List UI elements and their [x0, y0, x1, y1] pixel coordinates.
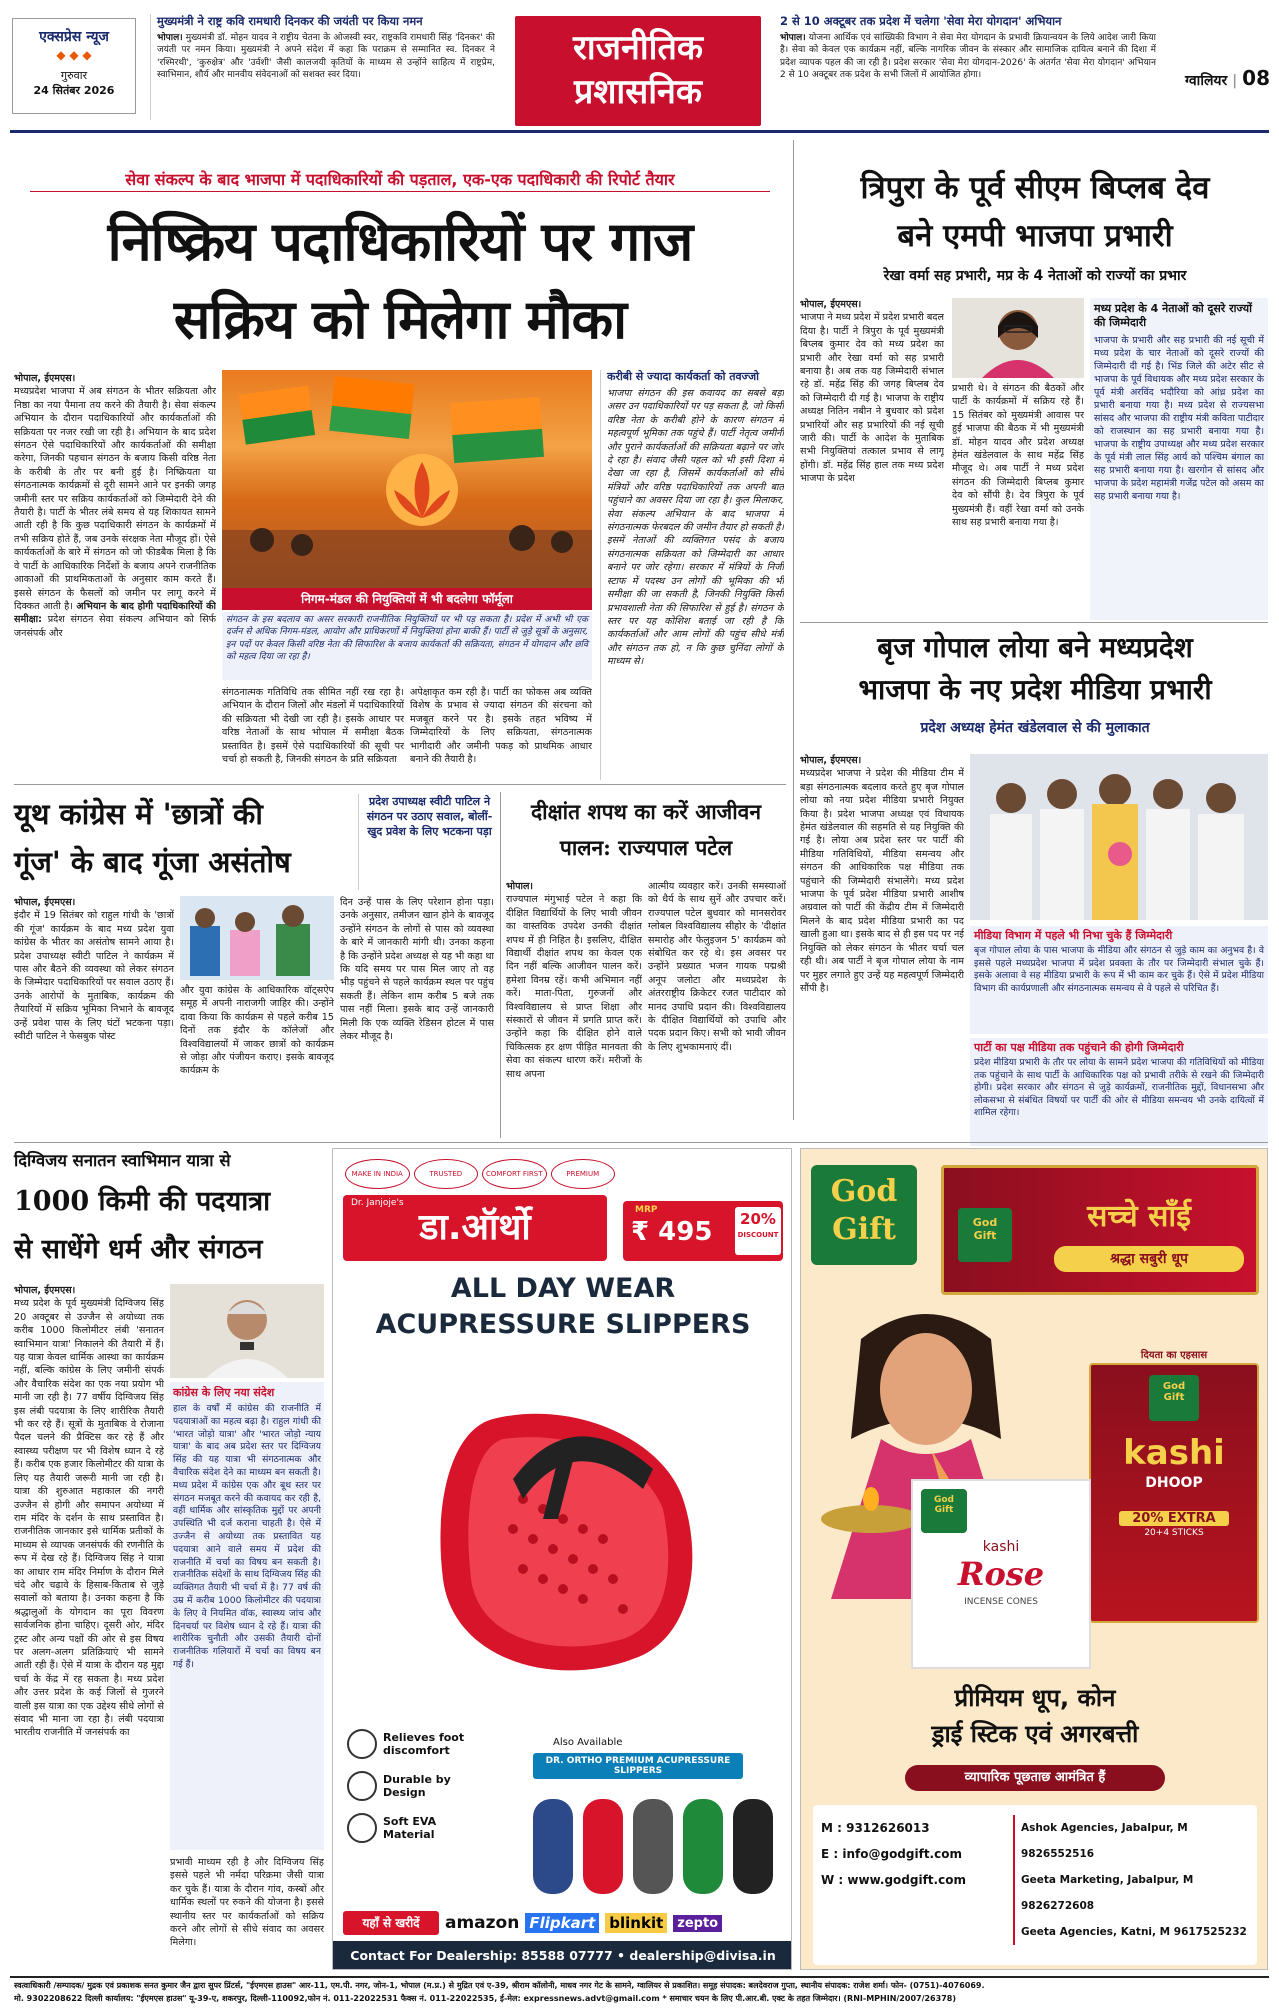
kashi-title: kashi — [1123, 1433, 1225, 1473]
god-gift-tagline-2: ड्राई स्टिक एवं अगरबत्ती — [931, 1720, 1139, 1748]
digvijay-headline-3: से साधेंगे धर्म और संगठन — [14, 1234, 263, 1265]
kashi-logo — [1149, 1375, 1199, 1421]
god-gift-tagline-1: प्रीमियम धूप, कोन — [954, 1684, 1116, 1712]
kashi-dhoop-label: DHOOP — [1145, 1475, 1203, 1491]
bjp-rally-photo — [222, 370, 592, 588]
tripura-column-2: प्रभारी थे। वे संगठन की बैठकों और पार्टी के कार्यक्रमों में सक्रिय रहे हैं। 15 सितंबर को मुख्यमंत्री आवास पर हुई भाजपा की बैठक में भी मुख्यमंत्री डॉ. मोहन यादव और प्रदेश अध्यक्ष हेमंत खंडेलवाल के साथ महेंद्र सिंह मौजूद थे। अब पार्टी ने मध्य प्रदेश संगठन की जिम्मेदारी बिप्लब कुमार देव को सौंपी है। देव त्रिपुरा के पूर्व मुख्यमंत्री हैं। वहीं रेखा वर्मा को उनके साथ सह प्रभारी बनाया गया है। — [952, 383, 1084, 529]
store-zepto: zepto — [673, 1915, 722, 1932]
god-gift-brand-1: God — [830, 1174, 898, 1209]
sacche-sai-logo — [958, 1208, 1012, 1262]
digvijay-box — [170, 1382, 324, 1850]
photo-caption-strip: निगम-मंडल की नियुक्तियों में भी बदलेगा फॉर्मूला — [222, 588, 592, 610]
lead-col1-subhead: अभियान के बाद होगी पदाधिकारियों की समीक्षा: — [14, 600, 216, 626]
ad-ortho-brand-small: Dr. Janjoje's — [351, 1198, 404, 1208]
ad-ortho-brand: डा.ऑर्थो — [419, 1207, 531, 1248]
youth-deck: प्रदेश उपाध्यक्ष स्वीटी पाटिल ने संगठन पर उठाए सवाल, बोलीं- खुद प्रवेश के लिए भटकना पड़ा — [358, 794, 496, 890]
footer-imprint-1: स्वत्वाधिकारी /सम्पादक/ मुद्रक एवं प्रकाशक सनत कुमार जैन द्वारा सुपर प्रिंटर्स, "ईएमएस हाउस" आर-11, एम.पी. नगर, जोन-1, भोपाल (म.प्र.) से मुद्रित एवं ए-39, श्रीराम कॉलोनी, माधव नगर गेट के सामने, ग्वालियर से प्रकाशित। समूह संपादक: बलदेवराज गुप्ता, स्थानीय संपादक: राजेश शर्मा। फोन- (0751)-4076069. — [14, 1981, 985, 1990]
sweety-patil-photo — [180, 896, 334, 980]
kashi-logo-text-1: God — [1162, 1381, 1186, 1392]
brief-dinkar-dateline: भोपाल। — [157, 33, 183, 43]
column-divider — [793, 140, 794, 1120]
loya-headline-1: बृज गोपाल लोया बने मध्यप्रदेश — [877, 631, 1193, 664]
kashi-sticks: 20+4 STICKS — [1144, 1528, 1204, 1538]
tripura-box-text: भाजपा के प्रभारी और सह प्रभारी की नई सूची में मध्य प्रदेश के चार नेताओं को दूसरे राज्यों की जिम्मेदारी दी गई है। भिंड जिले की अटेर सीट से भाजपा के पूर्व विधायक और मध्य प्रदेश सरकार के पूर्व मंत्री अरविंद भदौरिया को आंध्र प्रदेश का प्रभारी बनाया गया है। मध्य प्रदेश से राज्यसभा सांसद और भाजपा की राष्ट्रीय मंत्री कविता पाटीदार को राजस्थान का सह प्रभारी बनाया गया है। भाजपा के राष्ट्रीय उपाध्यक्ष और मध्य प्रदेश सरकार के पूर्व मंत्री लाल सिंह आर्य को पश्चिम बंगाल का सह प्रभारी बनाया गया है। खरगोन से सांसद और भाजपा के प्रदेश महामंत्री गजेंद्र पटेल को असम का सह प्रभारी बनाया गया है। — [1094, 335, 1264, 502]
section-banner — [515, 16, 761, 126]
ad-ortho-contact: Contact For Dealership: 85588 07777 • dealership@divisa.in — [333, 1941, 792, 1970]
digvijay-photo — [170, 1284, 324, 1378]
youth-divider — [500, 792, 501, 1138]
brief-seva-body: योजना आर्थिक एवं सांख्यिकी विभाग ने सेवा मेरा योगदान के प्रभावी क्रियान्वयन के लिये आदेश जारी किया है। सेवा को केवल एक कार्यक्रम नहीं, बल्कि नागरिक जीवन के संस्कार और सामाजिक दायित्व बनाने की दिशा में प्रदेश व्यापक पहल की जा रही है। प्रदेश सरकार 'सेवा मेरा योगदान-2026' के अंतर्गत 'सेवा मेरा योगदान' अभियान 2 से 10 अक्टूबर तक प्रदेश के सभी जिलों में आयोजित होगा। — [780, 33, 1156, 81]
tripura-column-1 — [800, 298, 944, 620]
footer-imprint-2: मो. 9302208622 दिल्ली कार्यालय: "ईएमएस हाउस" यू-39-ए, शकरपुर, दिल्ली-110092,फोन नं. 011-22022531 फैक्स नं. 011-22022535, ई-मेल: expressnews.advt@gmail.com * समाचार चयन के लिए पी.आर.बी. एक्ट के तहत जिम्मेदार। (RNI-MPHIN/2007/26378) — [14, 1994, 956, 2003]
oath-col1-text: राज्यपाल मंगुभाई पटेल ने कहा कि दीक्षित विद्यार्थियों के लिए भावी जीवन का वास्तविक उपदेश उनकी दीक्षांत शपथ में ही निहित है। इसलिए, दीक्षित विद्यार्थी दीक्षांत शपथ का केवल एक दिन नहीं बल्कि आजीवन पालन करें। हमेशा विनम्र रहें। कभी अभिमान नहीं करें। माता-पिता, गुरुजनों और विश्वविद्यालय से प्राप्त शिक्षा और संस्कारों से जीवन में प्रगति प्राप्त करें। उन्होंने कहा कि दीक्षित होने वाले चिकित्सक हर क्षण पीड़ित मानवता की सेवा का संकल्प धारण करें। मरीजों के साथ अपना — [506, 894, 642, 1080]
god-gift-contacts — [813, 1805, 1257, 1965]
cushion-icon — [347, 1813, 377, 1843]
lead-column-1 — [14, 372, 216, 780]
brief-seva-headline: 2 से 10 अक्टूबर तक प्रदेश में चलेगा 'सेवा मेरा योगदान' अभियान — [780, 14, 1062, 28]
dealer-2: Geeta Marketing, Jabalpur, M 9826272608 — [1021, 1874, 1194, 1912]
loya-dateline: भोपाल, ईएमएस। — [800, 755, 862, 766]
diya-tagline: दियता का एहसास — [1140, 1350, 1208, 1361]
lead-col1-text-b: प्रदेश संगठन सेवा संकल्प अभियान को सिर्फ जनसंपर्क और — [14, 614, 216, 639]
sacche-sai-box — [941, 1165, 1259, 1295]
page-edition: ग्वालियर | 08 — [1184, 66, 1270, 90]
rose-logo — [921, 1489, 967, 1533]
brief-seva-dateline: भोपाल। — [780, 33, 806, 43]
loya-box-2 — [970, 1038, 1268, 1146]
rose-logo-text-1: God — [933, 1495, 954, 1505]
brief-dinkar — [150, 14, 495, 120]
flags-illustration — [222, 370, 592, 588]
lead-column-2: संगठनात्मक गतिविधि तक सीमित नहीं रख रहा है। अभियान के दौरान जिलों और मंडलों में पदाधिकारियों की सक्रियता भी देखी जा रही है। इसके आधार पर वरिष्ठ नेताओं के साथ भोपाल में समीक्षा बैठक प्रस्तावित है। इसमें ऐसे पदाधिकारियों की सूची पर चर्चा हो सकती है, जिनकी संगठन के प्रति सक्रियता — [222, 687, 404, 766]
digvijay-dateline: भोपाल, ईएमएस। — [14, 1285, 76, 1296]
loya-box2-text: प्रदेश मीडिया प्रभारी के तौर पर लोया के सामने प्रदेश भाजपा की गतिविधियों को मीडिया तक पहुंचाने के साथ पार्टी के आधिकारिक पक्ष को प्रभावी तरीके से रखने की जिम्मेदारी होगी। प्रदेश सरकार और संगठन से जुड़े कार्यक्रमों, राजनीतिक मुद्दों, विधानसभा और लोकसभा से संबंधित विषयों पर पार्टी की ओर से मीडिया समन्वय भी उनके दायित्वों में शामिल रहेगा। — [974, 1057, 1264, 1119]
lead-side-column — [600, 370, 784, 780]
edition-city: ग्वालियर — [1184, 73, 1228, 89]
rose-cones: INCENSE CONES — [964, 1597, 1038, 1607]
digvijay-box-text: हाल के वर्षों में कांग्रेस की राजनीति में पदयात्राओं का महत्व बढ़ा है। राहुल गांधी की 'भारत जोड़ो यात्रा' और 'भारत जोड़ो न्याय यात्रा' के बाद अब प्रदेश स्तर पर दिग्विजय सिंह की यह यात्रा भी संगठनात्मक और वैचारिक संदेश देने का माध्यम बन सकती है। मध्य प्रदेश में कांग्रेस एक और बूथ स्तर पर संगठन मजबूत करने की कवायद कर रही है, वहीं धार्मिक और सांस्कृतिक मुद्दों पर अपनी उपस्थिति भी दर्ज कराना चाहती है। ऐसे में उज्जैन से अयोध्या तक प्रस्तावित यह पदयात्रा आने वाले समय में प्रदेश की राजनीति में चर्चा का विषय बन सकती है। राजनीतिक संदेशों के साथ दिग्विजय सिंह की व्यक्तिगत तैयारी भी चर्चा में है। 77 वर्ष की उम्र में करीब 1000 किलोमीटर की पदयात्रा के लिए वे नियमित वॉक, स्वास्थ्य जांच और दिनचर्या पर विशेष ध्यान दे रहे हैं। यात्रा की शारीरिक चुनौती और उसकी तैयारी दोनों राजनीतिक गलियारों में चर्चा का विषय बन गई हैं। — [173, 1403, 321, 1670]
brief-seva — [780, 14, 1156, 120]
god-gift-mobile: M : 9312626013 — [821, 1821, 930, 1835]
loya-deck: प्रदेश अध्यक्ष हेमंत खंडेलवाल से की मुलाकात — [920, 720, 1150, 736]
youth-column-2: और युवा कांग्रेस के आधिकारिक वॉट्सऐप समूह में अपनी नाराजगी जाहिर की। उन्होंने दावा किया कि कार्यक्रम से पहले करीब 15 दिनों तक इंदौर के कॉलेजों और विश्वविद्यालयों में जाकर छात्रों को कार्यक्रम से जोड़ा और पंजीयन कराए। इसके बावजूद कार्यक्रम के — [180, 985, 334, 1077]
ad-ortho-price: ₹ 495 — [631, 1217, 713, 1247]
kashi-dhoop-box — [1089, 1363, 1259, 1623]
god-gift-brand-2: Gift — [832, 1212, 896, 1247]
lead-headline-1: निष्क्रिय पदाधिकारियों पर गाज — [107, 209, 693, 273]
oath-column-1 — [506, 880, 642, 1138]
ad-ortho-also-2: DR. ORTHO PREMIUM ACUPRESSURE SLIPPERS — [533, 1753, 743, 1779]
masthead-logo — [12, 18, 136, 114]
store-amazon: amazon — [445, 1913, 520, 1933]
digvijay-headline-1: दिग्विजय सनातन स्वाभिमान यात्रा से — [14, 1151, 231, 1170]
tripura-box-headline: मध्य प्रदेश के 4 नेताओं को दूसरे राज्यों की जिम्मेदारी — [1094, 302, 1252, 329]
dealer-3: Geeta Agencies, Katni, M 9617525232 — [1021, 1926, 1247, 1938]
god-gift-website: W : www.godgift.com — [821, 1873, 966, 1887]
brief-dinkar-headline: मुख्यमंत्री ने राष्ट्र कवि रामधारी दिनकर की जयंती पर किया नमन — [157, 14, 423, 28]
digvijay-headline-2: 1000 किमी की पदयात्रा — [14, 1186, 271, 1217]
shield-icon — [347, 1771, 377, 1801]
youth-col1-text: इंदौर में 19 सितंबर को राहुल गांधी के 'छात्रों की गूंज' कार्यक्रम के बाद मध्य प्रदेश युवा कांग्रेस के भीतर का असंतोष सामने आया है। प्रदेश उपाध्यक्ष स्वीटी पाटिल ने कार्यक्रम में पास और बैठने की व्यवस्था को लेकर संगठन के जिम्मेदार पदाधिकारियों पर सवाल उठाए हैं। उनके आरोपों के मुताबिक, कार्यक्रम की तैयारियों में सक्रिय भूमिका निभाने के बावजूद उन्हें प्रवेश पास के लिए घंटों भटकना पड़ा। स्वीटी पाटिल ने फेसबुक पोस्ट — [14, 910, 174, 1043]
lead-side-text: भाजपा संगठन की इस कवायद का सबसे बड़ा असर उन पदाधिकारियों पर पड़ सकता है, जो किसी वरिष्ठ नेता के करीबी होने के कारण संगठन में महत्वपूर्ण भूमिका तक पहुंचे हैं। पार्टी नेतृत्व जमीनी और पुराने कार्यकर्ताओं की सक्रियता बढ़ाने पर जोर दे रहा है। संवाद जैसी पहल को भी इसी दिशा में देखा जा रहा है, जिसमें कार्यकर्ताओं को सीधे मंत्रियों और वरिष्ठ पदाधिकारियों तक अपनी बात पहुंचाने का अवसर दिया जा रहा है। कुल मिलाकर, सेवा संकल्प अभियान के बाद भाजपा में संगठनात्मक फेरबदल की जमीन तैयार हो सकती है। इसमें नेताओं की व्यक्तिगत पसंद के बजाय संगठनात्मक सक्रियता को जिम्मेदारी का आधार बनाने पर जोर रहेगा। सरकार में मंत्रियों के निजी स्टाफ में पदस्थ उन लोगों की भूमिका की भी समीक्षा की जा सकती है, जिनकी नियुक्ति किसी प्रभावशाली नेता की सिफारिश से हुई है। संगठन के स्तर पर यह कोशिश बताई जा रही है कि कार्यकर्ताओं और आम लोगों की पहुंच सीधे मंत्री और संगठन तक हो, न कि कुछ चुनिंदा लोगों के माध्यम से। — [607, 388, 784, 668]
rose-logo-text-2: Gift — [934, 1505, 954, 1515]
youth-dateline: भोपाल, ईएमएस। — [14, 897, 76, 908]
tripura-rule — [800, 622, 1268, 623]
loya-box2-headline: पार्टी का पक्ष मीडिया तक पहुंचाने की होगी जिम्मेदारी — [974, 1041, 1184, 1054]
photo-caption-text: संगठन के इस बदलाव का असर सरकारी राजनीतिक नियुक्तियों पर भी पड़ सकता है। प्रदेश में अभी भी एक दर्जन से अधिक निगम-मंडल, आयोग और प्राधिकरणों में नियुक्तियां होना बाकी हैं। पार्टी से जुड़े सूत्रों के अनुसार, इन पदों पर केवल किसी वरिष्ठ नेता की सिफारिश के बजाय कार्यकर्ता की सक्रियता, संगठन में योगदान और छवि को महत्व दिया जा रहा है। — [222, 612, 592, 680]
loya-box1-text: बृज गोपाल लोया के पास भाजपा के मीडिया और संगठन से जुड़े काम का अनुभव है। वे इससे पहले मध्यप्रदेश भाजपा में प्रदेश प्रवक्ता के तौर पर जिम्मेदारी संभाल चुके हैं। इसके अलावा वे सह मीडिया प्रभारी के रूप में भी काम कर चुके हैं। ऐसे में प्रदेश मीडिया विभाग की कार्यप्रणाली और संगठनात्मक समन्वय से वे पहले से परिचित हैं। — [974, 945, 1264, 994]
issue-day: गुरुवार — [60, 69, 88, 82]
digvijay-col1-text: मध्य प्रदेश के पूर्व मुख्यमंत्री दिग्विजय सिंह 20 अक्टूबर से उज्जैन से अयोध्या तक करीब 1000 किलोमीटर लंबी 'सनातन स्वाभिमान यात्रा' निकालने की तैयारी में हैं। यह यात्रा केवल धार्मिक आस्था का कार्यक्रम नहीं, बल्कि कांग्रेस के लिए जमीनी संपर्क और वैचारिक संदेश का एक नया प्रयोग भी मानी जा रही है। 77 वर्षीय दिग्विजय सिंह इस लंबी पदयात्रा के लिए शारीरिक तैयारी भी कर रहे हैं। सूत्रों के मुताबिक वे रोजाना पैदल चलने की प्रैक्टिस कर रहे हैं और स्वास्थ्य परीक्षण पर भी विशेष ध्यान दे रहे हैं। करीब एक हजार किलोमीटर की यात्रा के लिए यह तैयारी जरूरी मानी जा रही है। यात्रा की शुरुआत महाकाल की नगरी उज्जैन से होगी और समापन अयोध्या में राम मंदिर के दर्शन के साथ प्रस्तावित है। राजनीतिक जानकार इसे धार्मिक प्रतीकों के माध्यम से व्यापक जनसंपर्क की रणनीति के रूप में देख रहे हैं। दिग्विजय सिंह ने यात्रा का आधार राम मंदिर निर्माण के दौरान मिले चंदे और चढ़ावे के हिसाब-किताब से जुड़े सवालों को बताया है। उनका कहना है कि श्रद्धालुओं के योगदान का पूरा विवरण सार्वजनिक होना चाहिए। दूसरी ओर, मंदिर ट्रस्ट और अन्य पक्षों की ओर से इस विषय पर अलग-अलग प्रतिक्रियाएं भी सामने आती रही हैं। ऐसे में यात्रा के दौरान यह मुद्दा चर्चा के केंद्र में रह सकता है। मध्य प्रदेश और उत्तर प्रदेश के कई जिलों से गुजरने वाली इस यात्रा का एक उद्देश्य सीधे लोगों से संवाद भी माना जा रहा है। लंबी पदयात्रा भारतीय राजनीति में जनसंपर्क का — [14, 1298, 164, 1739]
slipper-illustration — [373, 1359, 753, 1699]
loya-headline-2: भाजपा के नए प्रदेश मीडिया प्रभारी — [858, 673, 1212, 706]
ad-dr-ortho — [332, 1148, 792, 1970]
lead-column-3: अपेक्षाकृत कम रही है। पार्टी का फोकस अब व्यक्ति विशेष के प्रभाव से ज्यादा संगठन की संरचना को मजबूत करने पर है। इसके तहत भविष्य में जिम्मेदारियों के लिए सक्रियता, संगठनात्मक भागीदारी और जमीनी पकड़ को प्राथमिक आधार बनाने की तैयारी है। — [410, 687, 592, 766]
tripura-col1-text: भाजपा ने मध्य प्रदेश में प्रदेश प्रभारी बदल दिया है। पार्टी ने त्रिपुरा के पूर्व मुख्यमंत्री बिप्लब कुमार देव को मध्य प्रदेश का प्रभारी और रेखा वर्मा को सह प्रभारी बनाया है। अब तक यह जिम्मेदारी संभाल रहे डॉ. महेंद्र सिंह की जगह बिप्लब देव को जिम्मेदारी दी गई है। भाजपा के राष्ट्रीय अध्यक्ष नितिन नबीन ने बुधवार को प्रदेश प्रभारियों और सह प्रभारियों की नई सूची जारी की। पार्टी के आदेश के मुताबिक सभी नियुक्तियां तत्काल प्रभाव से लागू होंगी। डॉ. महेंद्र सिंह हाल तक मध्य प्रदेश भाजपा के प्रदेश — [800, 312, 944, 485]
ad-ortho-price-tag — [623, 1201, 783, 1261]
rose-title: Rose — [957, 1555, 1045, 1593]
youth-column-1 — [14, 896, 174, 1138]
store-blinkit: blinkit — [605, 1913, 667, 1933]
paper-name: एक्सप्रेस न्यूज — [39, 29, 109, 45]
diamond-icon: ◆ ◆ ◆ — [56, 48, 92, 62]
rose-kashi: kashi — [982, 1539, 1020, 1555]
lead-kicker: सेवा संकल्प के बाद भाजपा में पदाधिकारियों की पड़ताल, एक-एक पदाधिकारी की रिपोर्ट तैयार — [30, 168, 770, 192]
god-gift-logo — [811, 1165, 917, 1265]
tripura-headline-1: त्रिपुरा के पूर्व सीएम बिप्लब देव — [860, 170, 1210, 206]
masthead-rule — [10, 130, 1269, 133]
loya-column-1 — [800, 754, 964, 1180]
youth-column-3: दिन उन्हें पास के लिए परेशान होना पड़ा। उनके अनुसार, तमीजन खान होने के बावजूद उन्होंने संगठन के लोगों से पास को व्यवस्था के बारे में जानकारी मांगी थी। उनका कहना है कि उन्होंने प्रदेश अध्यक्ष से यह भी कहा था कि यदि समय पर पास मिल जाए तो वह भीड़ पहुंचने से पहले कार्यक्रम स्थल पर पहुंच सकती हैं। लेकिन शाम करीब 5 बजे तक पास नहीं मिला। इसके बाद उन्हें जानकारी मिली कि एक व्यक्ति रेडिसन होटल में पास लेकर मौजूद है। — [340, 897, 494, 1043]
foot-icon — [347, 1729, 377, 1759]
lead-side-headline: करीबी से ज्यादा कार्यकर्ता को तवज्जो — [607, 370, 759, 383]
kashi-extra: 20% EXTRA — [1119, 1511, 1229, 1526]
ad-ortho-line2: ACUPRESSURE SLIPPERS — [375, 1309, 751, 1340]
tripura-headline-2: बने एमपी भाजपा प्रभारी — [897, 218, 1173, 254]
section-title-2: प्रशासनिक — [573, 72, 703, 112]
digvijay-column-1 — [14, 1284, 164, 1970]
ad-ortho-buy-label: यहाँ से खरीदें — [343, 1911, 439, 1935]
store-flipkart: Flipkart — [525, 1913, 599, 1933]
tripura-deck: रेखा वर्मा सह प्रभारी, मप्र के 4 नेताओं को राज्यों का प्रभार — [883, 268, 1187, 284]
oath-headline-1: दीक्षांत शपथ का करें आजीवन — [530, 799, 762, 824]
ad-ortho-stores — [445, 1909, 785, 1937]
ad-ortho-feature-1: Relieves foot discomfort — [383, 1731, 465, 1757]
ad-ortho-line1: ALL DAY WEAR — [450, 1273, 676, 1304]
brief-dinkar-body: मुख्यमंत्री डॉ. मोहन यादव ने राष्ट्रीय चेतना के ओजस्वी स्वर, राष्ट्रकवि रामधारी सिंह 'दिनकर' की जयंती पर नमन किया। मुख्यमंत्री ने अपने संदेश में कहा कि पराक्रम से सम्मानित स्व. दिनकर ने 'रश्मिरथी', 'कुरुक्षेत्र' और 'उर्वशी' जैसी कालजयी कृतियों के माध्यम से उन्होंने साहित्य में राष्ट्रप्रेम, स्वाभिमान, शौर्य और मानवीय संवेदनाओं को सशक्त स्वर दिया। — [157, 33, 495, 81]
ad-ortho-brand-box — [343, 1195, 607, 1261]
dealer-1: Ashok Agencies, Jabalpur, M 9826552516 — [1021, 1822, 1188, 1860]
section-title-1: राजनीतिक — [573, 28, 703, 68]
sacche-sai-subtitle: श्रद्धा सबुरी धूप — [1054, 1246, 1244, 1272]
mid-rule — [14, 1142, 1268, 1143]
lead-headline-2: सक्रिय को मिलेगा मौका — [173, 287, 627, 351]
digvijay-column-2: प्रभावी माध्यम रही है और दिग्विजय सिंह इससे पहले भी नर्मदा परिक्रमा जैसी यात्रा कर चुके हैं। यात्रा के दौरान गांव, कस्बों और धार्मिक स्थलों पर रुकने की योजना है। इससे स्थानीय स्तर पर कार्यकर्ताओं को सक्रिय करने और लोगों से सीधे संवाद का अवसर मिलेगा। — [170, 1857, 324, 1949]
rekha-verma-photo — [952, 298, 1084, 378]
ad-ortho-discount-label: DISCOUNT — [737, 1231, 779, 1239]
sacche-sai-logo-text-2: Gift — [973, 1229, 997, 1242]
slipper-variants — [523, 1789, 783, 1899]
kashi-rose-box — [911, 1479, 1091, 1669]
kashi-logo-text-2: Gift — [1163, 1392, 1185, 1403]
ad-ortho-feature-3: Soft EVA Material — [383, 1815, 437, 1841]
tripura-box — [1090, 298, 1268, 620]
lead-col1-text: मध्यप्रदेश भाजपा में अब संगठन के भीतर सक्रियता और निष्ठा का नया पैमाना तय करने की तैयारी है। सेवा संकल्प अभियान के दौरान पदाधिकारियों और कार्यकर्ताओं की सक्रियता पर नजर रखी जा रही है। अभियान के बाद प्रदेश संगठन ऐसे पदाधिकारियों और कार्यकर्ताओं की समीक्षा करेगा, जिनकी पहचान संगठन के बजाय किसी वरिष्ठ नेता के करीबी के तौर पर बनी हुई है। निष्क्रियता या संगठनात्मक कार्यक्रमों से दूरी सामने आने पर इनकी जगह जमीनी स्तर पर सक्रिय कार्यकर्ताओं को जिम्मेदारी देने की तैयारी है। पार्टी के भीतर लंबे समय से यह शिकायत सामने आती रही है कि कुछ पदाधिकारी संगठन के कार्यक्रमों में तभी सक्रिय होते हैं, जब उनके संरक्षक नेता मौजूद हों। ऐसे कार्यकर्ताओं के बारे में संगठन को जो फीडबैक मिला है कि वे पार्टी के आधिकारिक निर्देशों के बजाय अपने राजनीतिक आकाओं की प्राथमिकताओं के अनुसार काम करते हैं। इससे संगठन के फैसलों को जमीन पर लागू करने में दिक्कत आती है। — [14, 386, 216, 612]
ad-ortho-badge: COMFORT FIRST — [482, 1159, 547, 1189]
ad-ortho-also: Also Available — [553, 1737, 623, 1748]
sacche-sai-logo-text-1: God — [972, 1216, 998, 1229]
god-gift-email: E : info@godgift.com — [821, 1847, 962, 1861]
ad-ortho-discount: 20% — [740, 1210, 776, 1228]
issue-date: 24 सितंबर 2026 — [33, 84, 115, 97]
digvijay-box-headline: कांग्रेस के लिए नया संदेश — [173, 1386, 275, 1399]
sacche-sai-title: सच्चे साँई — [1087, 1199, 1191, 1234]
loya-col1-text: मध्यप्रदेश भाजपा ने प्रदेश की मीडिया टीम में बड़ा संगठनात्मक बदलाव करते हुए बृज गोपाल लोया को नया प्रदेश मीडिया प्रभारी नियुक्त किया है। प्रदेश भाजपा अध्यक्ष एवं विधायक हेमंत खंडेलवाल की सहमति से यह नियुक्ति की गई है। लोया अब प्रदेश स्तर पर पार्टी की मीडिया गतिविधियों, मीडिया समन्वय और संगठन की आधिकारिक पक्ष मीडिया तक पहुंचाने की जिम्मेदारी संभालेंगे। मध्य प्रदेश भाजपा के पूर्व प्रदेश मीडिया प्रभारी आशीष अग्रवाल को पार्टी की केंद्रीय टीम में जिम्मेदारी मिलने के बाद प्रदेश मीडिया प्रभारी का पद खाली हुआ था। इसके बाद से ही इस पद पर नई नियुक्ति को लेकर संगठन के भीतर चर्चा चल रही थी। अब पार्टी ने बृज गोपाल लोया के नाम पर मुहर लगाते हुए उन्हें यह महत्वपूर्ण जिम्मेदारी सौंपी है। — [800, 768, 964, 994]
oath-dateline: भोपाल। — [506, 881, 534, 892]
page-number: 08 — [1242, 66, 1270, 90]
ad-ortho-badge: TRUSTED — [414, 1159, 479, 1189]
ad-ortho-feature-2: Durable by Design — [383, 1773, 451, 1799]
loya-meeting-photo — [970, 754, 1268, 920]
ad-ortho-features — [347, 1729, 497, 1899]
god-gift-invite: व्यापारिक पूछताछ आमंत्रित हैं — [905, 1765, 1165, 1791]
ad-ortho-badge: MAKE IN INDIA — [345, 1159, 410, 1189]
ad-ortho-badge: PREMIUM — [551, 1159, 616, 1189]
loya-box-1 — [970, 926, 1268, 1034]
lead-bottom-rule — [14, 784, 786, 785]
lead-dateline: भोपाल, ईएमएस। — [14, 373, 76, 384]
oath-headline-2: पालन: राज्यपाल पटेल — [559, 835, 733, 860]
footer-rule — [10, 1976, 1269, 1978]
ad-ortho-badges — [345, 1159, 615, 1189]
youth-headline-1: यूथ कांग्रेस में 'छात्रों की — [14, 797, 263, 831]
loya-box1-headline: मीडिया विभाग में पहले भी निभा चुके हैं जिम्मेदारी — [974, 929, 1173, 942]
tripura-dateline: भोपाल, ईएमएस। — [800, 299, 862, 310]
ad-ortho-mrp-label: MRP — [635, 1205, 658, 1215]
youth-headline-2: गूंज' के बाद गूंजा असंतोष — [14, 845, 291, 879]
oath-column-2: आत्मीय व्यवहार करें। उनकी समस्याओं को धैर्य के साथ सुनें और उपचार करें। राज्यपाल पटेल बुधवार को मानसरोवर ग्लोबल विश्वविद्यालय सीहोर के 'दीक्षांत समारोह और फेलुइजन 5' कार्यक्रम को संबोधित कर रहे थे। इस अवसर पर उन्होंने प्रख्यात भजन गायक पद्मश्री अनूप जलोटा और मध्यप्रदेश के अंतरराष्ट्रीय क्रिकेटर रजत पाटीदार को मानद उपाधि प्रदान की। विश्वविद्यालय के दीक्षित विद्यार्थियों को उपाधि और पदक प्रदान किए। सभी को भावी जीवन के लिए शुभकामनाएं दीं। — [648, 881, 786, 1053]
ad-god-gift — [800, 1148, 1268, 1970]
